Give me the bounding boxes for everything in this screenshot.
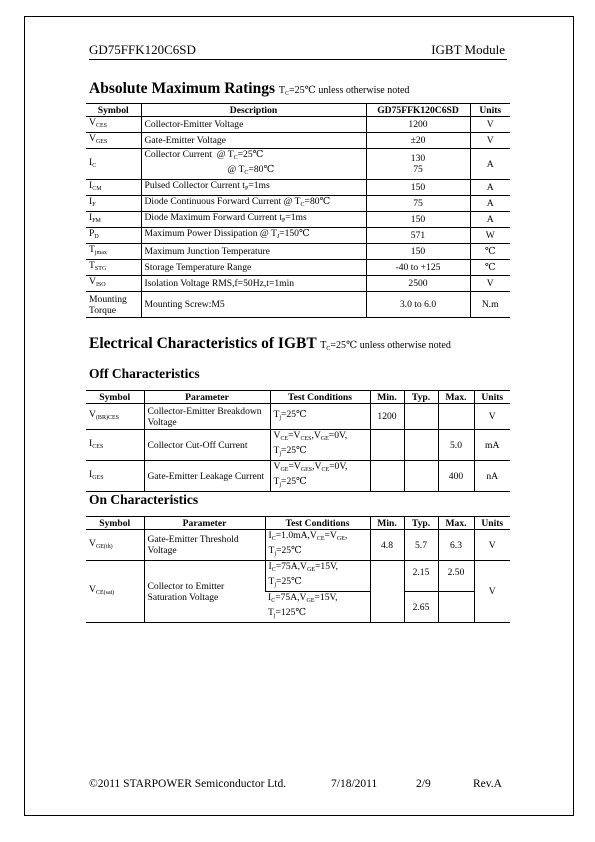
typ: 5.7 (404, 530, 438, 561)
max: 6.3 (438, 530, 474, 561)
value: -40 to +125 (366, 260, 470, 276)
col-test-conditions: Test Conditions (270, 391, 370, 404)
unit: mA (474, 430, 510, 461)
on-title: On Characteristics (89, 492, 199, 507)
unit: V (470, 133, 510, 149)
unit: A (470, 180, 510, 196)
description: Maximum Power Dissipation @ $T_J=150℃$ (141, 228, 366, 244)
unit: A (470, 149, 510, 180)
min: 4.8 (370, 530, 404, 561)
conditions: $T_j=25℃$ (270, 404, 370, 430)
footer-copyright: ©2011 STARPOWER Semiconductor Ltd. (89, 778, 287, 790)
value: 130 75 (366, 149, 470, 180)
symbol: $V_{(BR)CES}$ (86, 404, 144, 430)
value: 150 (366, 244, 470, 260)
symbol: $V_{GES}$ (86, 133, 141, 149)
header-rule (89, 59, 507, 60)
col-min: Min. (370, 391, 404, 404)
table-row (86, 196, 510, 212)
table-row (86, 133, 510, 149)
unit: ℃ (470, 244, 510, 260)
typ (404, 404, 438, 430)
parameter: Collector Cut-Off Current (144, 430, 270, 461)
unit: A (470, 212, 510, 228)
unit: V (474, 561, 510, 623)
table-row (86, 228, 510, 244)
amr-title (89, 80, 409, 98)
parameter: Collector-Emitter Breakdown Voltage (144, 404, 270, 430)
description: Collector-Emitter Voltage (141, 117, 366, 133)
symbol: $T_{jmax}$ (86, 244, 141, 260)
min (370, 430, 404, 461)
description: Collector Current @ $T_C=25℃$ @ $T_C=80℃$ (141, 149, 366, 180)
symbol: $I_F$ (86, 196, 141, 212)
on-table (86, 516, 510, 623)
unit: ℃ (470, 260, 510, 276)
col-typ: Typ. (404, 517, 438, 530)
ec-title-text: Electrical Characteristics of IGBT (89, 335, 317, 352)
col-value: GD75FFK120C6SD (366, 104, 470, 117)
table-row (86, 292, 510, 318)
symbol: $V_{GE(th)}$ (86, 530, 144, 561)
amr-title-text: Absolute Maximum Ratings (89, 80, 276, 97)
col-units: Units (474, 517, 510, 530)
typ: 2.15 (404, 561, 438, 592)
value: 150 (366, 212, 470, 228)
symbol: $I_{CM}$ (86, 180, 141, 196)
table-row (86, 260, 510, 276)
description: Mounting Screw:M5 (141, 292, 366, 318)
value: 150 (366, 180, 470, 196)
description: Isolation Voltage RMS,f=50Hz,t=1min (141, 276, 366, 292)
table-row (86, 180, 510, 196)
amr-condition: $T_C=25℃$ unless otherwise noted (278, 85, 410, 97)
col-parameter: Parameter (144, 391, 270, 404)
table-row (86, 212, 510, 228)
table-row (86, 530, 510, 561)
off-title: Off Characteristics (89, 366, 200, 381)
unit: nA (474, 461, 510, 492)
unit: W (470, 228, 510, 244)
table-header (86, 391, 510, 404)
conditions: $I_C=1.0mA,V_{CE}=V_{GE}$, $T_j=25℃$ (265, 530, 370, 561)
description: Storage Temperature Range (141, 260, 366, 276)
footer-rev: Rev.A (473, 778, 502, 790)
max (438, 404, 474, 430)
min: 1200 (370, 404, 404, 430)
ec-title (89, 335, 451, 353)
col-max: Max. (438, 517, 474, 530)
value: 3.0 to 6.0 (366, 292, 470, 318)
symbol: $V_{CE(sat)}$ (86, 561, 144, 623)
description: Pulsed Collector Current $t_P=1ms$ (141, 180, 366, 196)
off-table (86, 390, 510, 492)
symbol: $V_{ISO}$ (86, 276, 141, 292)
value: 571 (366, 228, 470, 244)
symbol: $I_{GES}$ (86, 461, 144, 492)
col-parameter: Parameter (144, 517, 265, 530)
value: 2500 (366, 276, 470, 292)
col-units: Units (474, 391, 510, 404)
description: Diode Maximum Forward Current $t_P=1ms$ (141, 212, 366, 228)
footer-date: 7/18/2011 (331, 778, 378, 790)
part-number: GD75FFK120C6SD (89, 42, 196, 57)
table-row (86, 276, 510, 292)
parameter: Gate-Emitter Threshold Voltage (144, 530, 265, 561)
unit: V (474, 530, 510, 561)
symbol: $T_{STG}$ (86, 260, 141, 276)
unit: V (470, 117, 510, 133)
symbol: $I_{FM}$ (86, 212, 141, 228)
conditions: $I_C=75A,V_{GE}=15V$, $T_j=125℃$ (265, 592, 370, 623)
min (370, 561, 404, 623)
value: ±20 (366, 133, 470, 149)
unit: V (470, 276, 510, 292)
typ (404, 430, 438, 461)
table-row (86, 430, 510, 461)
col-test-conditions: Test Conditions (265, 517, 370, 530)
typ (404, 461, 438, 492)
symbol: Mounting Torque (86, 292, 141, 318)
ec-condition: $T_C=25℃$ unless otherwise noted (320, 340, 451, 352)
max: 400 (438, 461, 474, 492)
unit: V (474, 404, 510, 430)
table-header (86, 517, 510, 530)
table-row (86, 244, 510, 260)
table-row (86, 461, 510, 492)
conditions: $V_{GE}=V_{GES},V_{CE}=0V$, $T_j=25℃$ (270, 461, 370, 492)
parameter: Collector to Emitter Saturation Voltage (144, 561, 265, 623)
max: 5.0 (438, 430, 474, 461)
description: Maximum Junction Temperature (141, 244, 366, 260)
max (438, 592, 474, 623)
description: Gate-Emitter Voltage (141, 133, 366, 149)
col-typ: Typ. (404, 391, 438, 404)
col-max: Max. (438, 391, 474, 404)
col-description: Description (141, 104, 366, 117)
table-row (86, 404, 510, 430)
conditions: $V_{CE}=V_{CES},V_{GE}=0V$, $T_j=25℃$ (270, 430, 370, 461)
value: 75 (366, 196, 470, 212)
min (370, 461, 404, 492)
col-symbol: Symbol (86, 517, 144, 530)
parameter: Gate-Emitter Leakage Current (144, 461, 270, 492)
value: 1200 (366, 117, 470, 133)
symbol: $P_D$ (86, 228, 141, 244)
col-symbol: Symbol (86, 104, 141, 117)
table-row (86, 117, 510, 133)
col-min: Min. (370, 517, 404, 530)
footer-page: 2/9 (416, 778, 431, 790)
table-row (86, 149, 510, 180)
table-header (86, 104, 510, 117)
description: Diode Continuous Forward Current @ $T_C=80℃$ (141, 196, 366, 212)
max: 2.50 (438, 561, 474, 592)
amr-table (86, 103, 510, 318)
conditions: $I_C=75A,V_{GE}=15V$, $T_j=25℃$ (265, 561, 370, 592)
symbol: $I_{CES}$ (86, 430, 144, 461)
doc-type: IGBT Module (431, 42, 505, 57)
table-row (86, 561, 510, 592)
symbol: $V_{CES}$ (86, 117, 141, 133)
col-units: Units (470, 104, 510, 117)
unit: A (470, 196, 510, 212)
unit: N.m (470, 292, 510, 318)
col-symbol: Symbol (86, 391, 144, 404)
typ: 2.65 (404, 592, 438, 623)
symbol: $I_C$ (86, 149, 141, 180)
